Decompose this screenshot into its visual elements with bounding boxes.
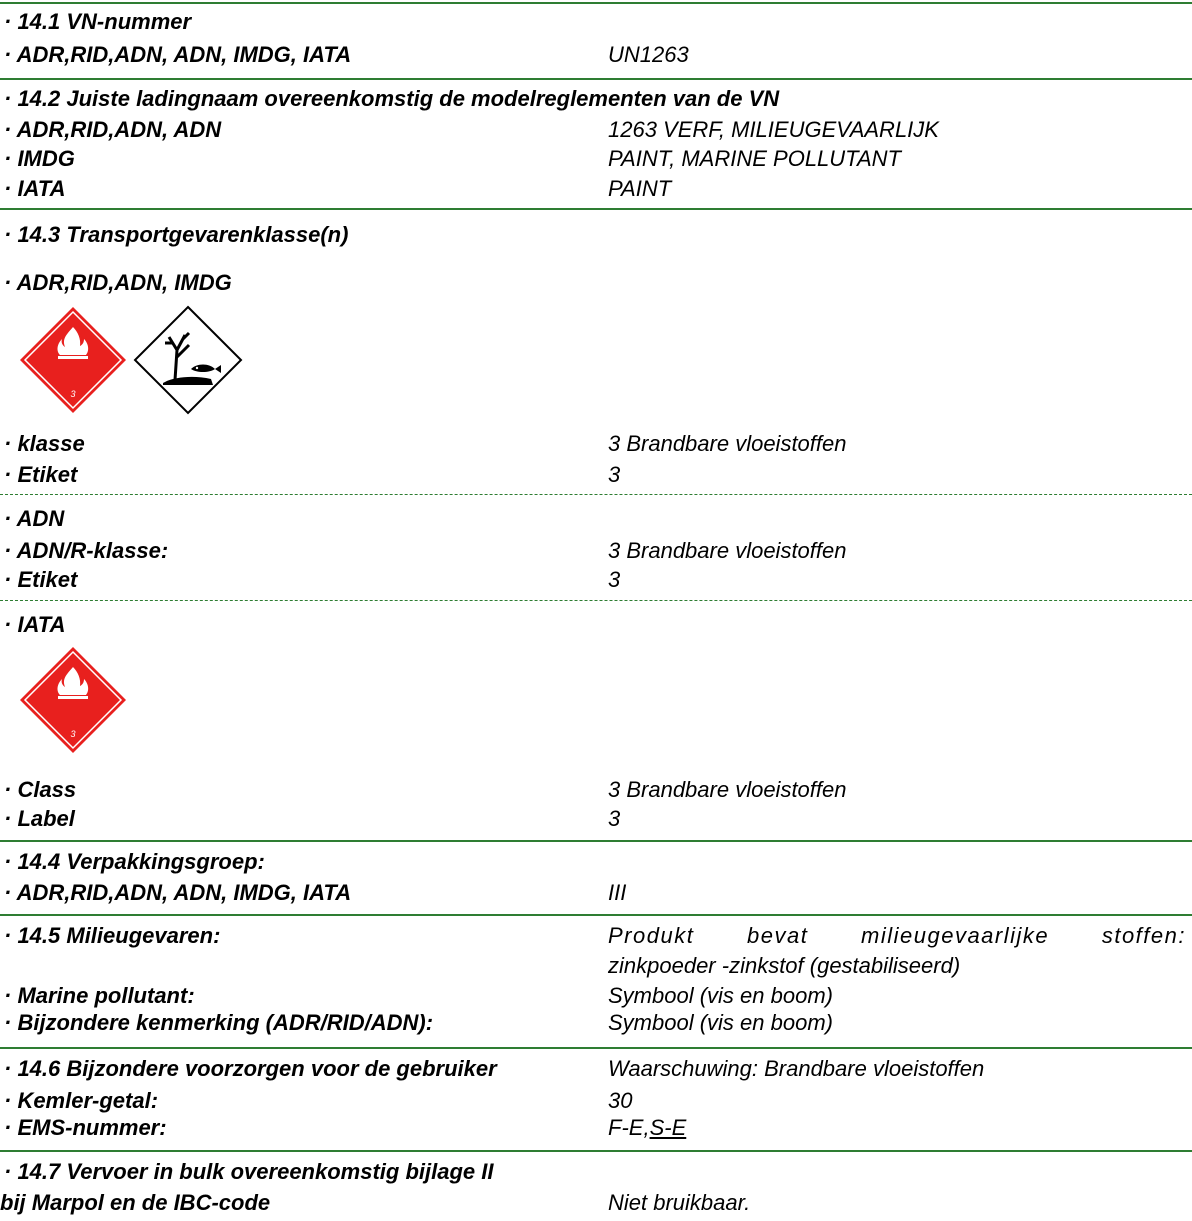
- value-environmental-hazard: Produkt bevat milieugevaarlijke stoffen:: [608, 923, 1186, 948]
- label-marine-pollutant: · Marine pollutant:: [4, 983, 195, 1008]
- value-packing-group: III: [608, 880, 627, 905]
- group-title-iata: · IATA: [4, 612, 66, 637]
- value-iata-label: 3: [608, 806, 621, 831]
- section-divider: [0, 208, 1192, 210]
- label-shipping-name-imdg: · IMDG: [4, 146, 75, 171]
- heading-14-3: · 14.3 Transportgevarenklasse(n): [4, 222, 349, 247]
- value-iata-class: 3 Brandbare vloeistoffen: [608, 777, 847, 802]
- label-adn-etiket: · Etiket: [4, 567, 78, 592]
- environment-hazard-icon: [133, 305, 243, 415]
- section-divider: [0, 2, 1192, 4]
- value-un-number: UN1263: [608, 42, 689, 67]
- label-packing-group-modes: · ADR,RID,ADN, ADN, IMDG, IATA: [4, 880, 352, 905]
- label-class: · klasse: [4, 431, 85, 456]
- heading-14-4: · 14.4 Verpakkingsgroep:: [4, 849, 265, 874]
- flame-icon: [18, 305, 128, 415]
- value-user-precautions: Waarschuwing: Brandbare vloeistoffen: [608, 1056, 985, 1081]
- value-marine-pollutant: Symbool (vis en boom): [608, 983, 833, 1008]
- heading-14-2: · 14.2 Juiste ladingnaam overeenkomstig de modelreglementen van de VN: [4, 86, 780, 111]
- section-divider: [0, 914, 1192, 916]
- value-shipping-name-iata: PAINT: [608, 176, 672, 201]
- heading-14-6: · 14.6 Bijzondere voorzorgen voor de gebruiker: [4, 1056, 497, 1081]
- value-ems: [608, 1115, 686, 1140]
- heading-14-1: · 14.1 VN-nummer: [4, 9, 192, 34]
- label-kemler: · Kemler-getal:: [4, 1088, 159, 1113]
- heading-14-5: · 14.5 Milieugevaren:: [4, 923, 221, 948]
- value-adn-etiket: 3: [608, 567, 621, 592]
- label-iata-class: · Class: [4, 777, 77, 802]
- section-divider: [0, 78, 1192, 80]
- label-etiket: · Etiket: [4, 462, 78, 487]
- value-ems-spillage: S-E: [649, 1115, 687, 1140]
- flame-icon: [18, 645, 128, 755]
- value-shipping-name-adr: 1263 VERF, MILIEUGEVAARLIJK: [608, 117, 939, 142]
- group-title-adr-imdg: · ADR,RID,ADN, IMDG: [4, 270, 232, 295]
- value-bulk-transport: Niet bruikbaar.: [608, 1190, 751, 1215]
- value-special-marking: Symbool (vis en boom): [608, 1010, 833, 1035]
- label-bulk-transport-cont: bij Marpol en de IBC-code: [0, 1190, 271, 1215]
- label-special-marking: · Bijzondere kenmerking (ADR/RID/ADN):: [4, 1010, 434, 1035]
- group-title-adn: · ADN: [4, 506, 65, 531]
- heading-14-7: · 14.7 Vervoer in bulk overeenkomstig bijlage II: [4, 1159, 494, 1184]
- section-divider: [0, 1047, 1192, 1049]
- label-iata-label: · Label: [4, 806, 75, 831]
- value-adn-class: 3 Brandbare vloeistoffen: [608, 538, 847, 563]
- label-shipping-name-iata: · IATA: [4, 176, 66, 201]
- label-ems: · EMS-nummer:: [4, 1115, 167, 1140]
- label-shipping-name-adr: · ADR,RID,ADN, ADN: [4, 117, 222, 142]
- value-environmental-hazard-substance: zinkpoeder -zinkstof (gestabiliseerd): [608, 953, 961, 978]
- pictogram-number: 3: [70, 729, 76, 739]
- pictogram-number: 3: [70, 389, 76, 399]
- value-shipping-name-imdg: PAINT, MARINE POLLUTANT: [608, 146, 901, 171]
- value-class: 3 Brandbare vloeistoffen: [608, 431, 847, 456]
- label-adn-class: · ADN/R-klasse:: [4, 538, 169, 563]
- value-ems-fire: F-E,: [608, 1115, 650, 1140]
- section-divider: [0, 1150, 1192, 1152]
- label-un-number-modes: · ADR,RID,ADN, ADN, IMDG, IATA: [4, 42, 352, 67]
- dashed-divider: [0, 494, 1192, 495]
- section-divider: [0, 840, 1192, 842]
- dashed-divider: [0, 600, 1192, 601]
- value-kemler: 30: [608, 1088, 633, 1113]
- value-etiket: 3: [608, 462, 621, 487]
